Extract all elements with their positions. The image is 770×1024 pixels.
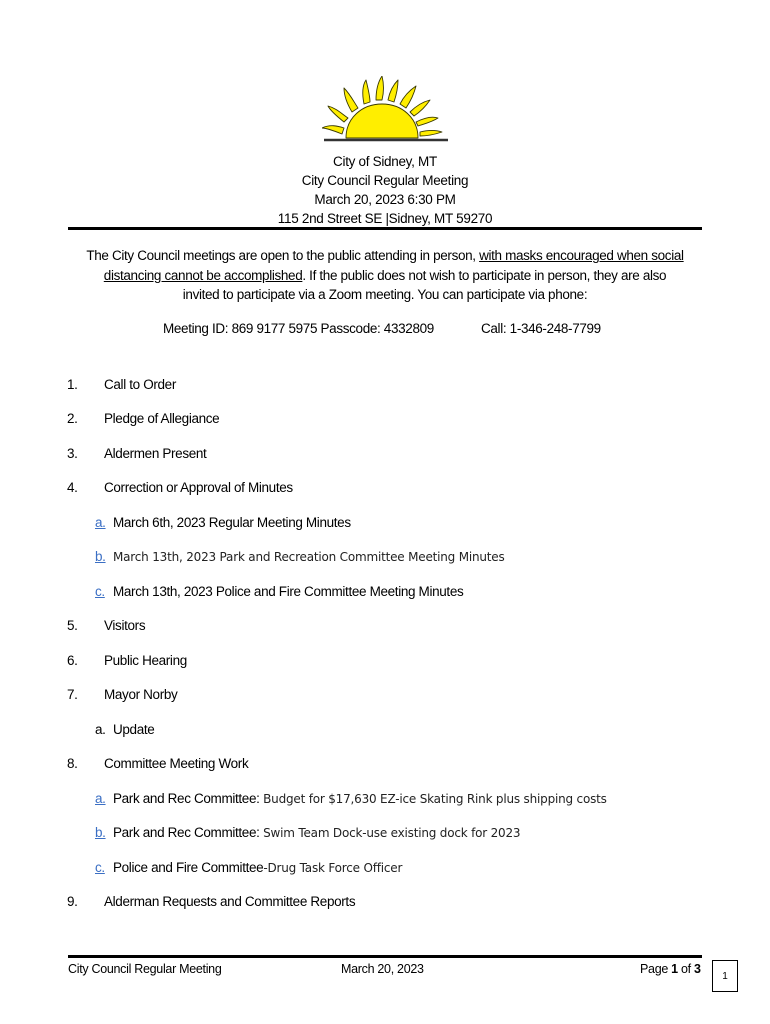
subitem-link[interactable]: b. [95,549,106,564]
intro-paragraph [68,246,702,305]
item-number: 5. [67,618,78,633]
meeting-id-passcode: Meeting ID: 869 9177 5975 Passcode: 4332809 [163,321,434,336]
subitem-text: March 13th, 2023 Police and Fire Committee Meeting Minutes [113,584,464,599]
item-text: Call to Order [104,377,176,392]
subitem-text [113,859,402,877]
item-number: 6. [67,653,78,668]
item-number: 9. [67,894,78,909]
item-text: Alderman Requests and Committee Reports [104,894,356,909]
item-text: Committee Meeting Work [104,756,249,771]
committee-detail: Swim Team Dock-use existing dock for 2023 [259,826,521,840]
committee-detail: -Drug Task Force Officer [263,861,403,875]
subitem-link[interactable]: b. [95,825,106,840]
item-text: Aldermen Present [104,446,207,461]
committee-detail: Budget for $17,630 EZ-ice Skating Rink plus shipping costs [259,792,607,806]
item-number: 4. [67,480,78,495]
sun-logo-icon [322,76,450,144]
call-number: Call: 1-346-248-7799 [481,321,601,336]
page-label: Page [640,962,672,976]
intro-line3: invited to participate via a Zoom meeting. You can participate via phone: [182,287,588,302]
item-number: 8. [67,756,78,771]
meeting-header [68,152,702,228]
subitem-text: March 13th, 2023 Park and Recreation Committee Meeting Minutes [113,550,505,564]
meeting-address: 115 2nd Street SE |Sidney, MT 59270 [277,211,493,226]
subitem-text [113,790,607,808]
item-text: Public Hearing [104,653,187,668]
subitem-text: Update [113,722,155,737]
item-text: Mayor Norby [104,687,178,702]
subitem-link[interactable]: a. [95,791,106,806]
item-number: 2. [67,411,78,426]
header-divider [68,227,702,230]
zoom-meeting-info [163,321,601,336]
intro-line1: The City Council meetings are open to the public attending in person, [86,248,480,263]
item-text: Visitors [104,618,146,633]
intro-line2: . If the public does not wish to participate in person, they are also [302,267,667,283]
page-current: 1 [671,962,678,976]
subitem-text: March 6th, 2023 Regular Meeting Minutes [113,515,351,530]
subitem-link[interactable]: c. [95,584,105,599]
page-of: of [677,962,694,976]
meeting-datetime: March 20, 2023 6:30 PM [314,192,456,207]
page-number-box: 1 [712,960,738,992]
footer-date: March 20, 2023 [341,962,424,976]
page-total: 3 [694,962,701,976]
item-text: Pledge of Allegiance [104,411,220,426]
footer-divider [68,955,702,958]
subitem-link[interactable]: a. [95,515,106,530]
intro-line2-underlined: distancing cannot be accomplished [103,267,303,283]
meeting-type: City Council Regular Meeting [301,173,469,188]
item-number: 1. [67,377,78,392]
subitem-link[interactable]: c. [95,860,105,875]
intro-line1-underlined: with masks encouraged when social [479,248,684,263]
committee-name: Park and Rec Committee: [113,791,260,806]
subitem-text [113,824,520,842]
footer-title: City Council Regular Meeting [68,962,222,976]
item-number: 3. [67,446,78,461]
item-text: Correction or Approval of Minutes [104,480,293,495]
subitem-letter: a. [95,722,106,737]
committee-name: Park and Rec Committee: [113,825,260,840]
item-number: 7. [67,687,78,702]
footer-page-number [640,962,701,976]
city-name: City of Sidney, MT [333,154,437,169]
committee-name: Police and Fire Committee [113,860,264,875]
